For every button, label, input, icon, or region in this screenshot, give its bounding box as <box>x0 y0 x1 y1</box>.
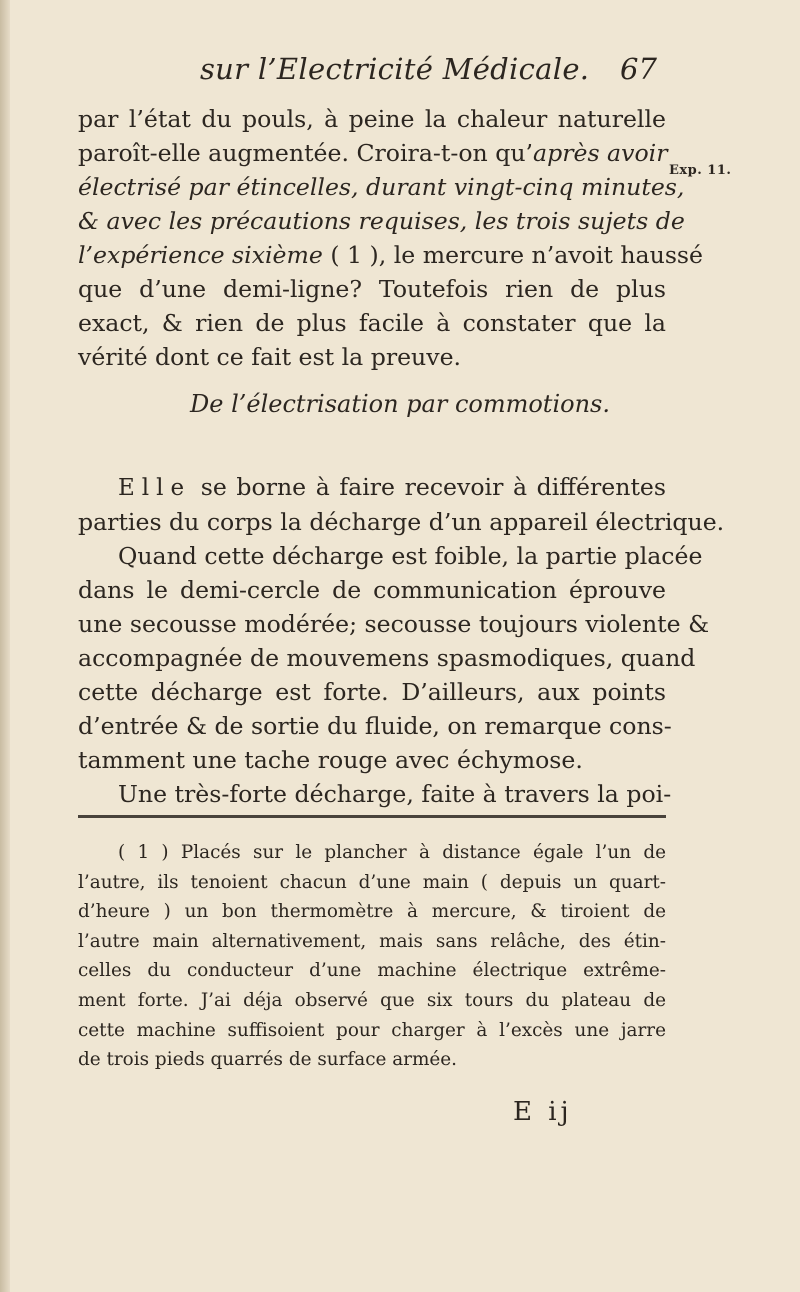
text-line: parties du corps la décharge d’un appareil électrique. <box>78 508 725 536</box>
text-line: que d’une demi-ligne? Toutefois rien de plus <box>78 275 666 303</box>
footnote-line: ment forte. J’ai déja observé que six tours du plateau de <box>78 989 666 1011</box>
text-line: une secousse modérée; secousse toujours violente & <box>78 610 710 638</box>
text-line: Quand cette décharge est foible, la partie placée <box>118 542 703 570</box>
running-title: sur l’Electricité Médicale. <box>200 52 590 86</box>
text-segment: paroît-elle augmentée. Croira-t-on qu’ <box>78 139 534 167</box>
page-number: 67 <box>620 52 657 86</box>
italic-segment: après avoir <box>533 139 668 167</box>
text-line: vérité dont ce fait est la preuve. <box>78 343 462 371</box>
footnote-line: de trois pieds quarrés de surface armée. <box>78 1049 458 1071</box>
text-line <box>78 238 703 272</box>
text-line: accompagnée de mouvemens spasmodiques, quand <box>78 644 696 672</box>
text-line: cette décharge est forte. D’ailleurs, aux points <box>78 678 666 706</box>
footnote-rule <box>78 815 666 818</box>
paragraph-2 <box>78 470 725 811</box>
text-line: dans le demi-cercle de communication éprouve <box>78 576 666 604</box>
footnote-line: celles du conducteur d’une machine électrique extrême- <box>78 960 666 982</box>
footnote-line: ( 1 ) Placés sur le plancher à distance égale l’un de <box>118 842 666 863</box>
footnote-line: d’heure ) un bon thermomètre à mercure, & tiroient de <box>78 901 666 923</box>
footnote-line: l’autre, ils tenoient chacun d’une main ( depuis un quart- <box>78 871 666 893</box>
footnote-line: cette machine suffisoient pour charger à l’excès une jarre <box>78 1019 666 1041</box>
text-line: & avec les précautions requises, les trois sujets de <box>78 207 685 235</box>
italic-segment: l’expérience sixième <box>78 241 323 269</box>
text-segment: se borne à faire recevoir à différentes <box>191 473 666 501</box>
page-header <box>0 52 800 92</box>
margin-note: Exp. 11. <box>669 163 732 178</box>
text-line: Une très-forte décharge, faite à travers la poi- <box>118 780 672 808</box>
signature-mark: E ij <box>513 1097 573 1127</box>
text-line: exact, & rien de plus facile à constater que la <box>78 309 666 337</box>
footnote-line: l’autre main alternativement, mais sans relâche, des étin- <box>78 930 666 952</box>
text-line: d’entrée & de sortie du fluide, on remarque cons- <box>78 712 672 740</box>
drop-cap: Elle <box>118 475 192 501</box>
text-line: électrisé par étincelles, durant vingt-cinq minutes, <box>78 173 685 201</box>
section-heading: De l’électrisation par commotions. <box>190 390 610 418</box>
footnote <box>78 838 666 1075</box>
text-line: tamment une tache rouge avec échymose. <box>78 746 583 774</box>
text-line: par l’état du pouls, à peine la chaleur naturelle <box>78 105 666 133</box>
text-line <box>78 136 666 170</box>
text-segment: ( 1 ), le mercure n’avoit haussé <box>322 241 703 269</box>
text-line <box>78 470 666 505</box>
book-spine-edge <box>0 0 10 1292</box>
